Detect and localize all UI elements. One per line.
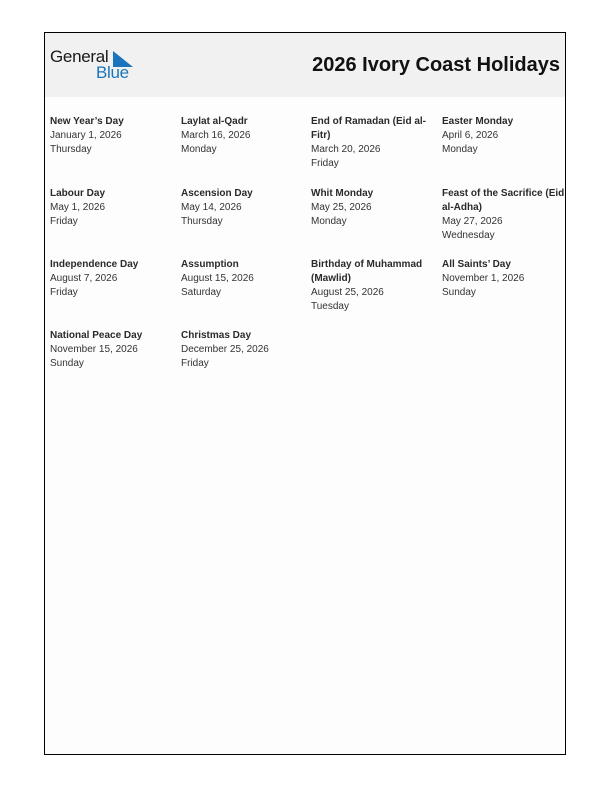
holiday-date: November 15, 2026 bbox=[50, 344, 138, 355]
holiday-item bbox=[50, 258, 174, 300]
holiday-name: Assumption bbox=[181, 259, 239, 270]
holiday-name: End of Ramadan (Eid al-Fitr) bbox=[311, 116, 427, 141]
holiday-date: March 16, 2026 bbox=[181, 130, 251, 141]
holiday-weekday: Friday bbox=[311, 158, 339, 169]
holiday-date: November 1, 2026 bbox=[442, 273, 525, 284]
holiday-weekday: Friday bbox=[50, 287, 78, 298]
holiday-date: August 15, 2026 bbox=[181, 273, 254, 284]
holiday-item bbox=[311, 115, 435, 171]
holiday-item bbox=[311, 187, 435, 229]
holiday-date: December 25, 2026 bbox=[181, 344, 269, 355]
generalblue-logo bbox=[50, 47, 140, 83]
holiday-weekday: Sunday bbox=[442, 287, 476, 298]
holiday-name: All Saints’ Day bbox=[442, 259, 511, 270]
holiday-date: March 20, 2026 bbox=[311, 144, 381, 155]
holiday-weekday: Friday bbox=[50, 216, 78, 227]
holiday-date: May 1, 2026 bbox=[50, 202, 106, 213]
holiday-weekday: Thursday bbox=[50, 144, 92, 155]
holiday-date: May 25, 2026 bbox=[311, 202, 372, 213]
holiday-item bbox=[181, 258, 305, 300]
holiday-item bbox=[442, 187, 566, 243]
logo-word-blue: Blue bbox=[96, 63, 129, 82]
page-frame bbox=[44, 32, 566, 755]
holiday-item bbox=[50, 329, 174, 371]
holiday-name: Labour Day bbox=[50, 188, 106, 199]
holiday-name: Laylat al-Qadr bbox=[181, 116, 248, 127]
holiday-weekday: Wednesday bbox=[442, 230, 495, 241]
holiday-name: Birthday of Muhammad (Mawlid) bbox=[311, 259, 423, 284]
holiday-weekday: Friday bbox=[181, 358, 209, 369]
holiday-name: Independence Day bbox=[50, 259, 139, 270]
holiday-weekday: Saturday bbox=[181, 287, 222, 298]
holiday-date: August 7, 2026 bbox=[50, 273, 118, 284]
holiday-date: May 14, 2026 bbox=[181, 202, 242, 213]
holiday-weekday: Sunday bbox=[50, 358, 84, 369]
holiday-weekday: Monday bbox=[442, 144, 478, 155]
holiday-date: August 25, 2026 bbox=[311, 287, 384, 298]
holiday-item bbox=[442, 258, 566, 300]
holiday-name: Feast of the Sacrifice (Eid al-Adha) bbox=[442, 188, 565, 213]
holiday-item bbox=[181, 187, 305, 229]
holiday-weekday: Monday bbox=[311, 216, 347, 227]
holiday-name: Christmas Day bbox=[181, 330, 252, 341]
holiday-name: New Year’s Day bbox=[50, 116, 124, 127]
holiday-name: Easter Monday bbox=[442, 116, 514, 127]
holiday-date: April 6, 2026 bbox=[442, 130, 499, 141]
holiday-item bbox=[442, 115, 566, 157]
holiday-name: Whit Monday bbox=[311, 188, 374, 199]
holiday-weekday: Monday bbox=[181, 144, 217, 155]
logo-word-general: General bbox=[50, 47, 109, 66]
holiday-item bbox=[181, 329, 305, 371]
holiday-item bbox=[311, 258, 435, 314]
holiday-date: May 27, 2026 bbox=[442, 216, 503, 227]
holiday-weekday: Thursday bbox=[181, 216, 223, 227]
header bbox=[45, 33, 565, 97]
holiday-name: Ascension Day bbox=[181, 188, 253, 199]
page-title: 2026 Ivory Coast Holidays bbox=[312, 54, 560, 76]
holiday-weekday: Tuesday bbox=[311, 301, 349, 312]
holiday-date: January 1, 2026 bbox=[50, 130, 122, 141]
holiday-name: National Peace Day bbox=[50, 330, 143, 341]
holiday-item bbox=[181, 115, 305, 157]
holiday-item bbox=[50, 115, 174, 157]
holiday-item bbox=[50, 187, 174, 229]
